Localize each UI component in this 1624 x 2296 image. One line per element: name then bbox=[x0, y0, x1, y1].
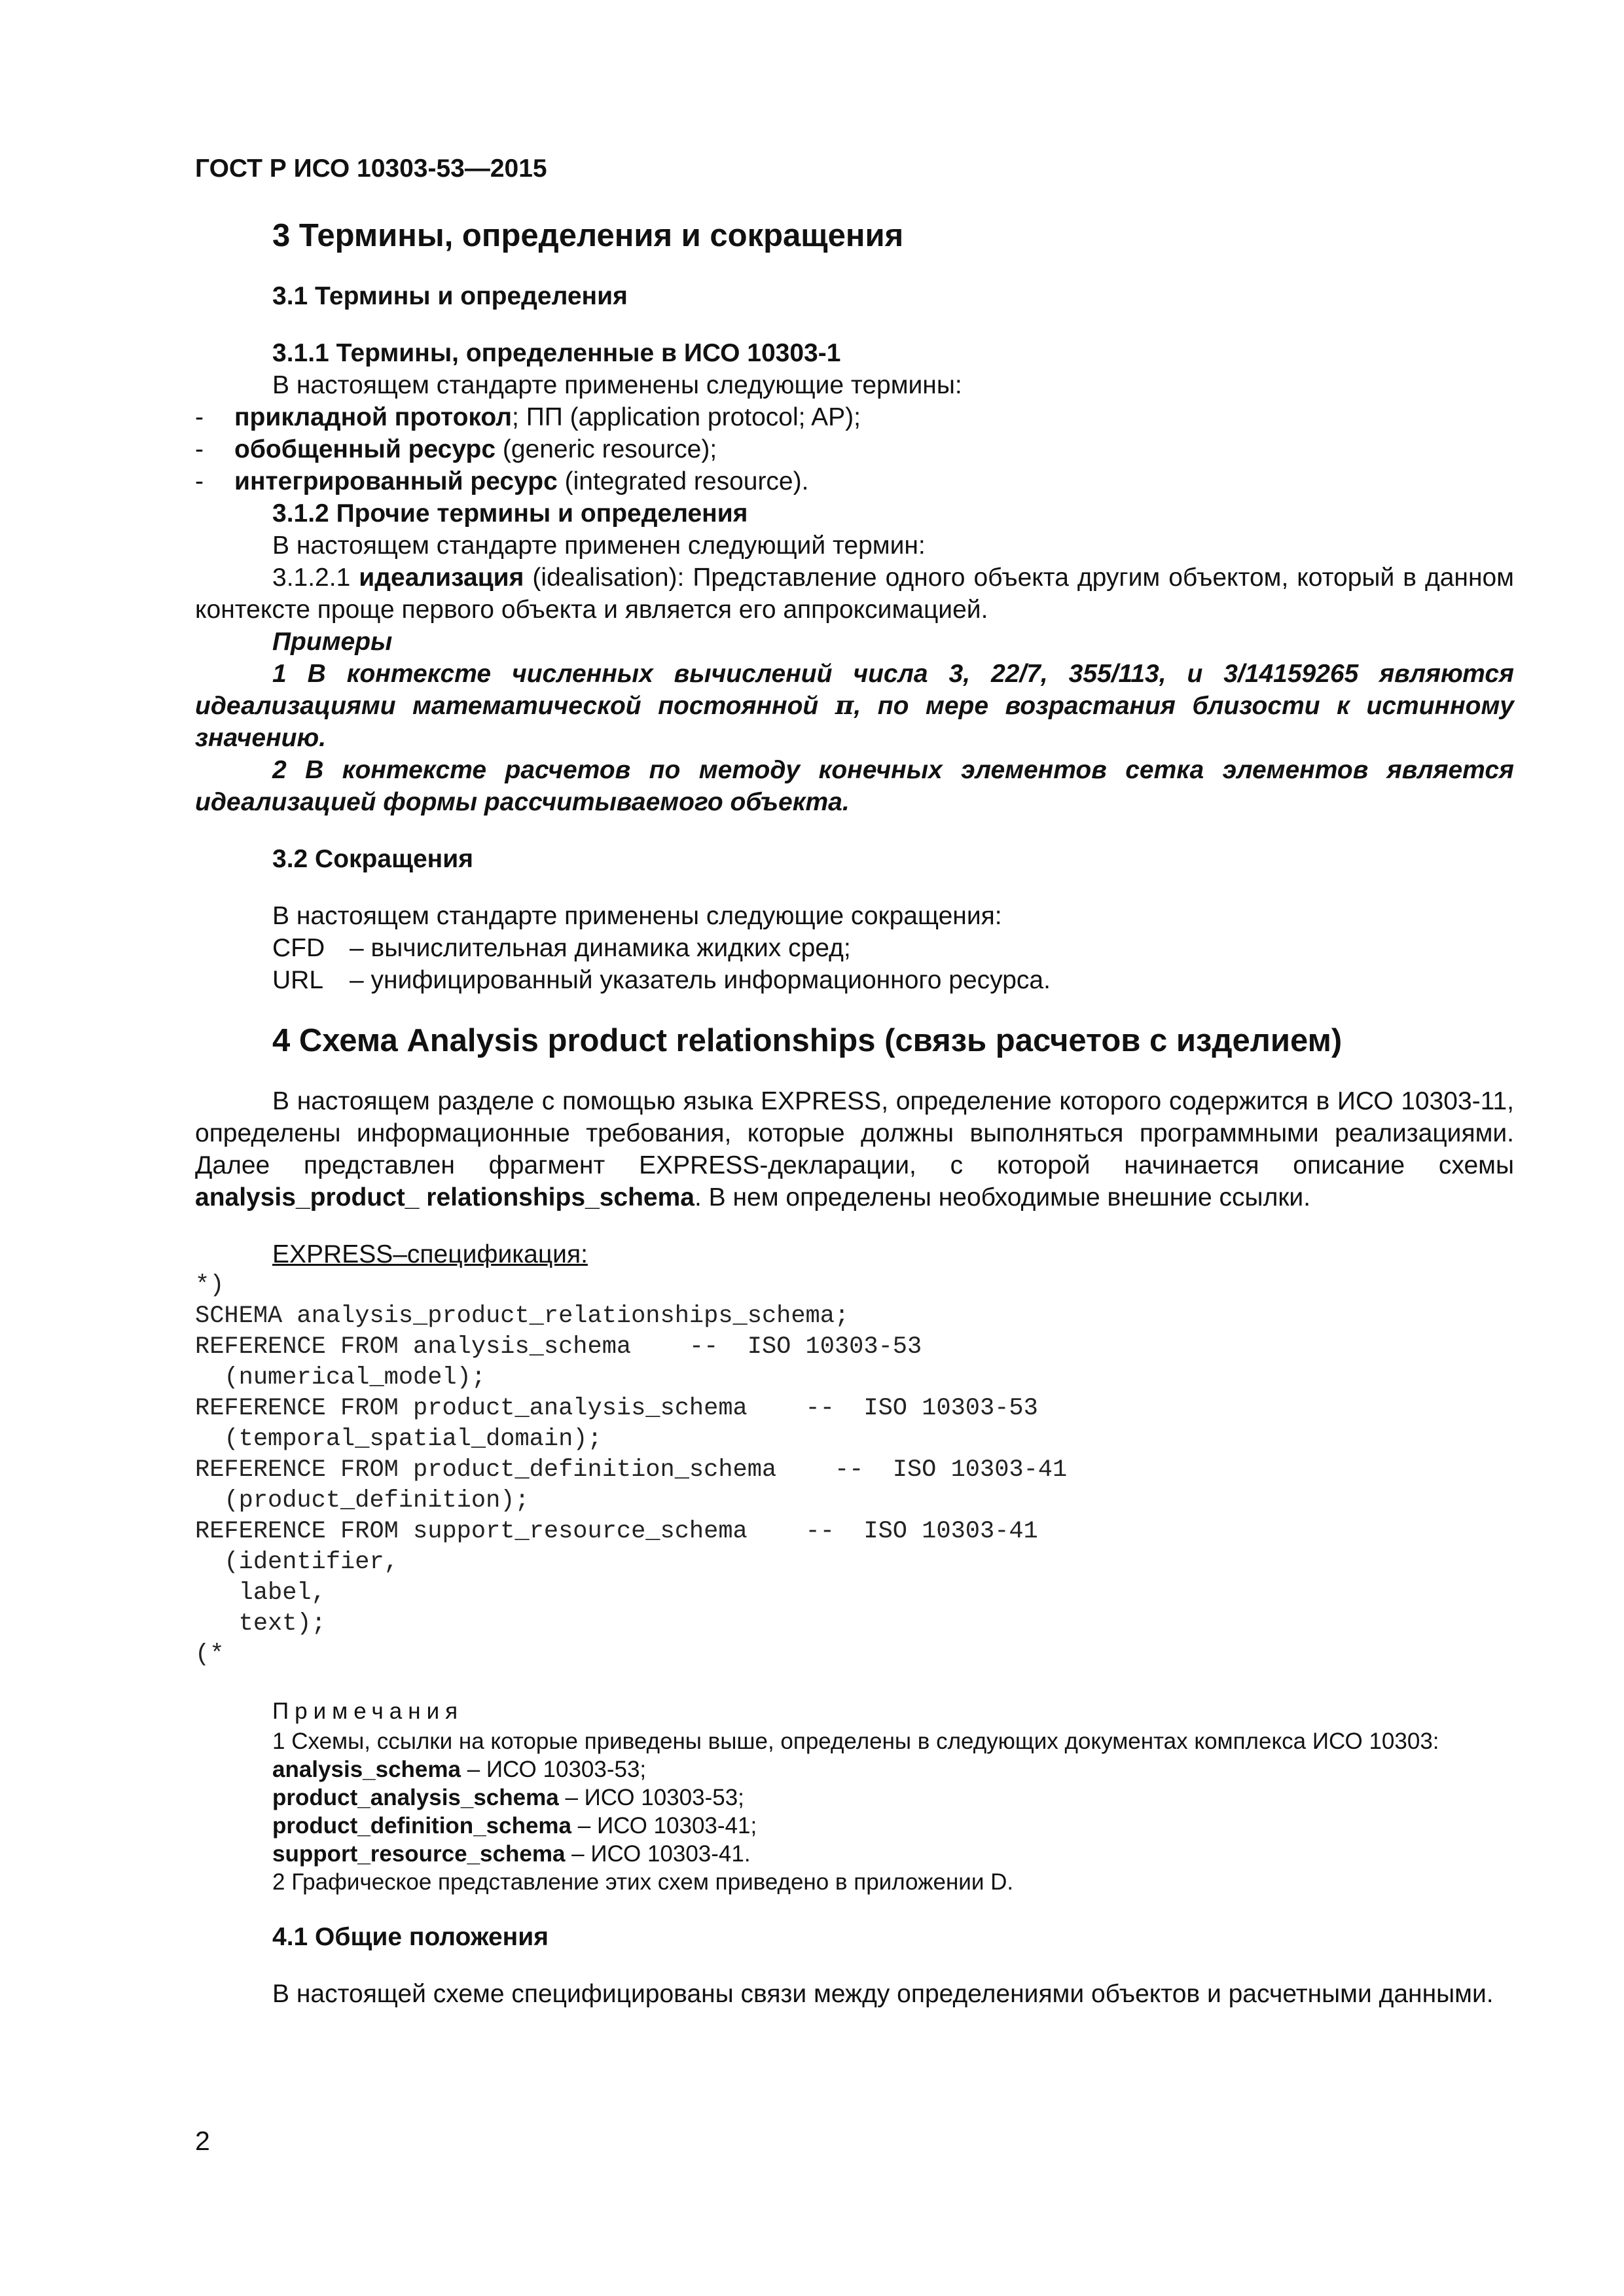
page-content bbox=[195, 216, 1514, 2010]
note-2: 2 Графическое представление этих схем приведено в приложении D. bbox=[272, 1869, 1014, 1895]
note-schema-item: product_definition_schema – ИСО 10303-41; bbox=[272, 1813, 757, 1839]
section-4-1-text: В настоящей схеме специфицированы связи между определениями объектов и расчетными данными. bbox=[272, 1980, 1494, 2008]
section-4-title: 4 Схема Analysis product relationships (связь расчетов с изделием) bbox=[272, 1023, 1343, 1058]
term-item: - интегрированный ресурс (integrated resource). bbox=[195, 467, 809, 495]
section-3-2-intro: В настоящем стандарте применены следующие сокращения: bbox=[272, 902, 1002, 930]
abbreviation-item: URL – унифицированный указатель информационного ресурса. bbox=[272, 966, 1051, 994]
term-name: интегрированный ресурс bbox=[234, 467, 558, 495]
example-2: 2 В контексте расчетов по методу конечных элементов сетка элементов является идеализацией формы рассчитываемого объекта. bbox=[195, 756, 1514, 816]
section-4-intro: В настоящем разделе с помощью языка EXPRESS, определение которого содержится в ИСО 10303-11, определены информационные требования, которые должны выполняться программными реализациями. Далее представлен фрагмент EXPRESS-декларации, с которой начинается описание схемы analysis_product_ relationships_schema. В нем определены необходимые внешние ссылки. bbox=[195, 1087, 1514, 1211]
page-number: 2 bbox=[195, 2126, 210, 2156]
term-name: обобщенный ресурс bbox=[234, 435, 496, 463]
express-spec-title: EXPRESS–спецификация: bbox=[272, 1240, 588, 1268]
section-4-1-title: 4.1 Общие положения bbox=[272, 1923, 549, 1951]
notes-title: Примечания bbox=[272, 1698, 464, 1724]
note-schema-item: analysis_schema – ИСО 10303-53; bbox=[272, 1757, 647, 1782]
section-3-1-2-intro: В настоящем стандарте применен следующий термин: bbox=[272, 531, 926, 560]
section-3-1-title: 3.1 Термины и определения bbox=[272, 282, 628, 310]
section-3-2-title: 3.2 Сокращения bbox=[272, 845, 473, 873]
term-item: - прикладной протокол; ПП (application protocol; AP); bbox=[195, 403, 861, 431]
section-3-title: 3 Термины, определения и сокращения bbox=[272, 218, 904, 253]
abbreviation-item: CFD – вычислительная динамика жидких сред; bbox=[272, 934, 851, 962]
definition-paragraph: 3.1.2.1 идеализация (idealisation): Представление одного объекта другим объектом, который в данном контексте проще первого объекта и является его аппроксимацией. bbox=[195, 564, 1514, 624]
note-1: 1 Схемы, ссылки на которые приведены выше, определены в следующих документах комплекса ИСО 10303: bbox=[272, 1729, 1439, 1754]
express-code-block: *) SCHEMA analysis_product_relationships_schema; REFERENCE FROM analysis_schema -- ISO 10303-53 (numerical_model); REFERENCE FROM product_analysis_schema -- ISO 10303-53 (temporal_spatial_domain); REFERENCE FROM product_definition_schema -- ISO 10303-41 (product_definition); REFERENCE FROM support_resource_schema -- ISO 10303-41 (identifier, label, text); (* bbox=[195, 1272, 1068, 1668]
section-3-1-2-title: 3.1.2 Прочие термины и определения bbox=[272, 499, 748, 528]
example-1: 1 В контексте численных вычислений числа 3, 22/7, 355/113, и 3/14159265 являются идеализациями математической постоянной π, по мере возрастания близости к истинному значению. bbox=[195, 660, 1514, 752]
examples-label: Примеры bbox=[272, 628, 393, 656]
note-schema-item: support_resource_schema – ИСО 10303-41. bbox=[272, 1841, 751, 1867]
section-3-1-1-intro: В настоящем стандарте применены следующие термины: bbox=[272, 371, 962, 399]
term-item: - обобщенный ресурс (generic resource); bbox=[195, 435, 717, 463]
section-3-1-1-title: 3.1.1 Термины, определенные в ИСО 10303-1 bbox=[272, 339, 841, 367]
term-name: прикладной протокол bbox=[234, 403, 513, 431]
note-schema-item: product_analysis_schema – ИСО 10303-53; bbox=[272, 1785, 744, 1810]
document-id: ГОСТ Р ИСО 10303-53—2015 bbox=[195, 154, 547, 183]
definition-term: идеализация bbox=[359, 564, 524, 592]
